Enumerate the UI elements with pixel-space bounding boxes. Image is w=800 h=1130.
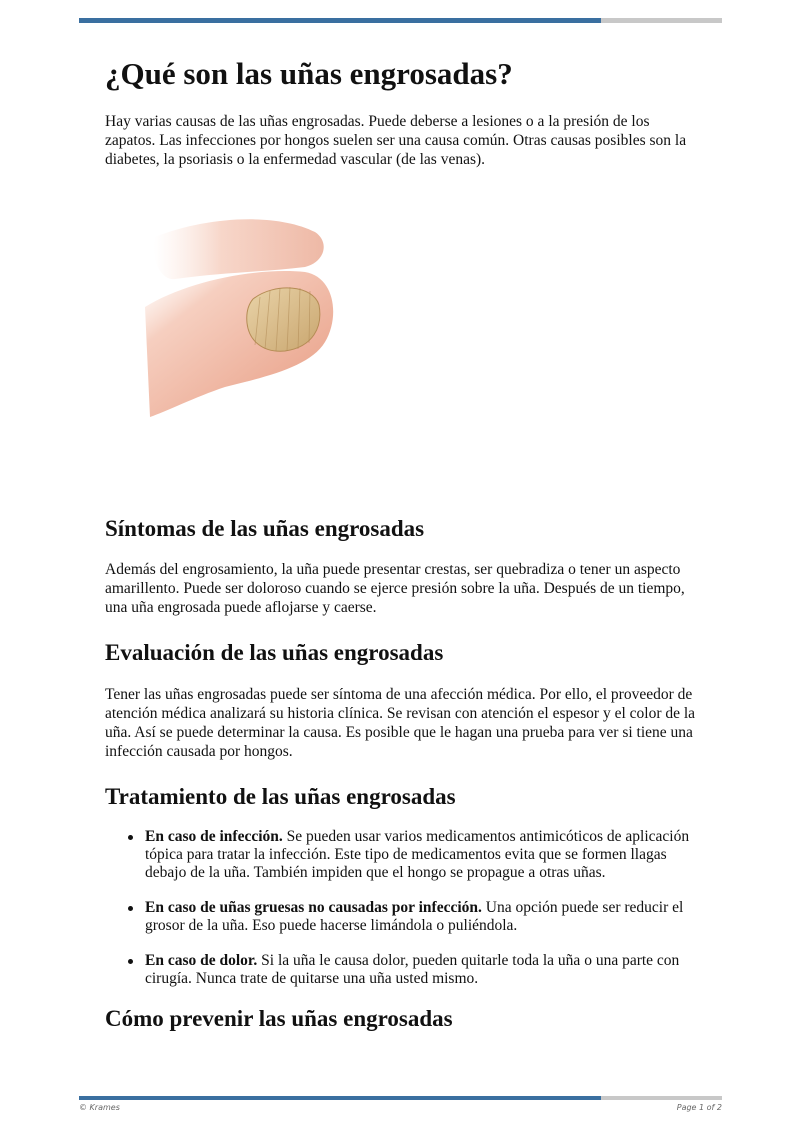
footer-page-number: Page 1 of 2 xyxy=(676,1103,722,1112)
section-heading-tratamiento: Tratamiento de las uñas engrosadas xyxy=(105,783,456,809)
section-prevencion xyxy=(105,1005,700,1033)
section-heading-sintomas: Síntomas de las uñas engrosadas xyxy=(105,515,425,541)
list-item xyxy=(128,952,700,988)
section-body-evaluacion: Tener las uñas engrosadas puede ser síntoma de una afección médica. Por ello, el proveedor de atención médica analizará su historia clínica. Se revisan con atención el espesor y el color de la uña. Así se puede determinar la causa. Es posible que le hagan una prueba para ver si tiene una infección causada por hongos. xyxy=(105,685,696,760)
list-item-lead: En caso de infección. xyxy=(145,828,283,846)
list-item-lead: En caso de uñas gruesas no causadas por infección. xyxy=(145,899,482,917)
list-item xyxy=(128,899,700,935)
footer-copyright: © Krames xyxy=(79,1103,120,1112)
thickened-toenail-image xyxy=(145,217,345,427)
section-evaluacion xyxy=(105,639,700,761)
list-item-text: Se pueden usar varios medicamentos antimicóticos de aplicación tópica para tratar la infección. Este tipo de medicamentos evita que se formen llagas debajo de la uña. También impiden que el hongo se propague a otras uñas. xyxy=(145,828,690,882)
list-item-text: Si la uña le causa dolor, pueden quitarle toda la uña o una parte con cirugía. Nunca trate de quitarse una uña usted mismo. xyxy=(145,952,680,988)
section-sintomas xyxy=(105,515,700,618)
treatment-list xyxy=(105,828,700,988)
footer-rule-accent xyxy=(79,1096,601,1100)
bullet-icon xyxy=(128,959,133,964)
section-heading-prevencion: Cómo prevenir las uñas engrosadas xyxy=(105,1006,453,1032)
section-heading-evaluacion: Evaluación de las uñas engrosadas xyxy=(105,640,444,666)
list-item-text: Una opción puede ser reducir el grosor de la uña. Eso puede hacerse limándola o puliéndola. xyxy=(145,899,684,935)
bullet-icon xyxy=(128,906,133,911)
intro-paragraph: Hay varias causas de las uñas engrosadas. Puede deberse a lesiones o a la presión de los zapatos. Las infecciones por hongos suelen ser una causa común. Otras causas posibles son la diabetes, la psoriasis o la enfermedad vascular (de las venas). xyxy=(105,112,687,168)
footer-rule xyxy=(79,1096,722,1100)
header-rule xyxy=(79,18,722,23)
section-body-sintomas: Además del engrosamiento, la uña puede presentar crestas, ser quebradiza o tener un aspecto amarillento. Puede ser doloroso cuando se ejerce presión sobre la uña. Después de un tiempo, una uña engrosada puede aflojarse y caerse. xyxy=(105,561,685,617)
document-body xyxy=(105,56,700,1051)
list-item-lead: En caso de dolor. xyxy=(145,952,258,970)
section-tratamiento xyxy=(105,783,700,989)
header-rule-accent xyxy=(79,18,601,23)
list-item xyxy=(128,828,700,882)
page-title: ¿Qué son las uñas engrosadas? xyxy=(105,56,513,91)
bullet-icon xyxy=(128,835,133,840)
toenail-illustration xyxy=(105,177,700,497)
